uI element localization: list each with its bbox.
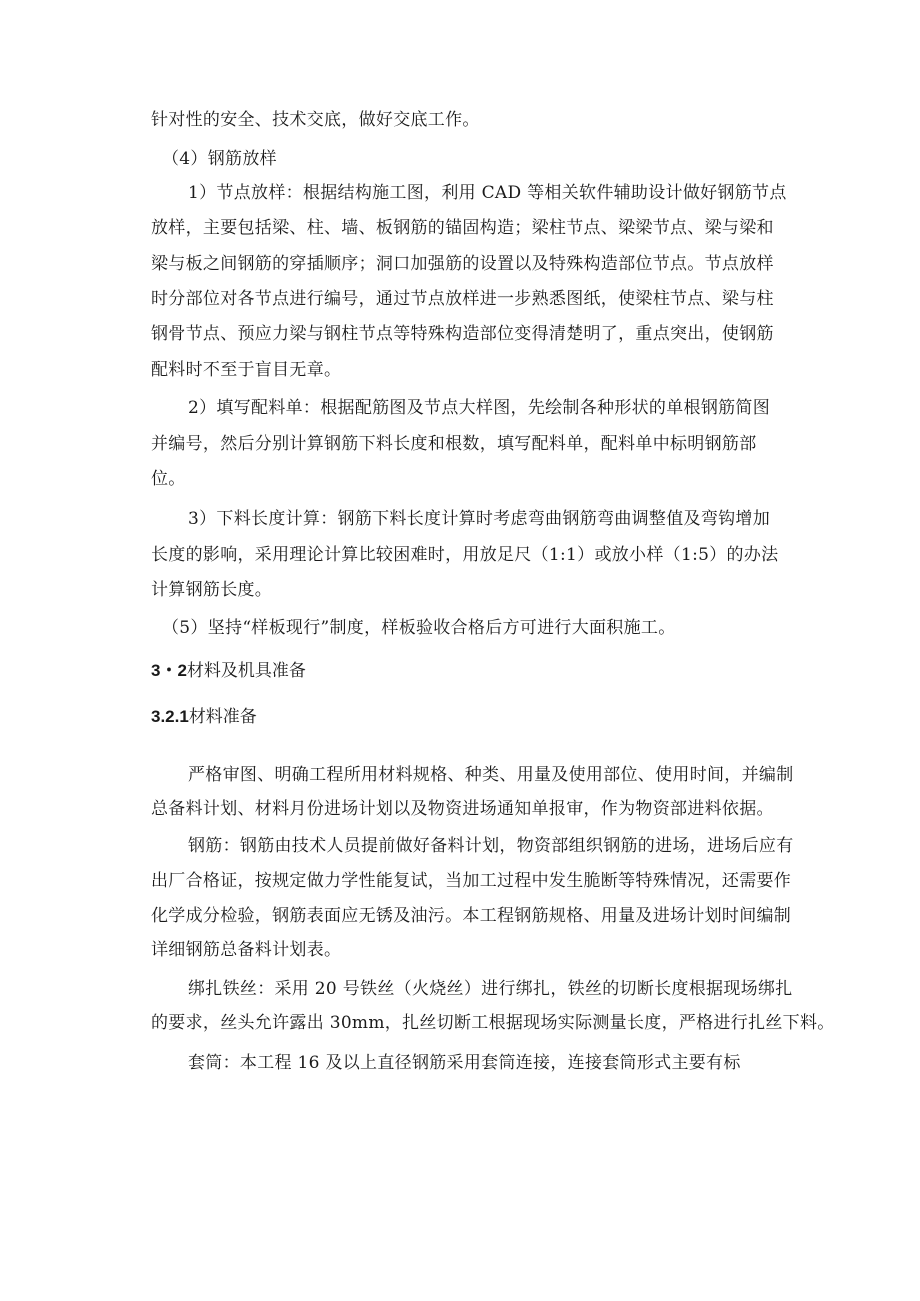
paragraph-line: 总备料计划、材料月份进场计划以及物资进场通知单报审，作为物资部进料依据。 — [151, 799, 774, 819]
paragraph-line: 2）填写配料单：根据配筋图及节点大样图，先绘制各种形状的单根钢筋简图 — [188, 398, 771, 418]
paragraph-line: 绑扎铁丝：采用 20 号铁丝（火烧丝）进行绑扎，铁丝的切断长度根据现场绑扎 — [188, 979, 793, 999]
paragraph-line: 计算钢筋长度。 — [151, 580, 273, 600]
paragraph-line: 时分部位对各节点进行编号，通过节点放样进一步熟悉图纸，使梁柱节点、梁与柱 — [151, 289, 774, 309]
paragraph-line: 1）节点放样：根据结构施工图，利用 CAD 等相关软件辅助设计做好钢筋节点 — [188, 183, 787, 203]
paragraph-line: 钢筋：钢筋由技术人员提前做好备料计划，物资部组织钢筋的进场，进场后应有 — [188, 836, 794, 856]
paragraph-line: 严格审图、明确工程所用材料规格、种类、用量及使用部位、使用时间，并编制 — [188, 765, 794, 785]
paragraph-line: 详细钢筋总备料计划表。 — [151, 940, 342, 960]
subsection-title: 材料准备 — [188, 707, 257, 726]
section-number: 3・2 — [151, 661, 187, 680]
subsection-number: 3.2.1 — [151, 707, 189, 726]
paragraph-line: 套筒：本工程 16 及以上直径钢筋采用套筒连接，连接套筒形式主要有标 — [188, 1053, 741, 1073]
paragraph-line: 位。 — [151, 469, 186, 489]
paragraph-line: 梁与板之间钢筋的穿插顺序；洞口加强筋的设置以及特殊构造部位节点。节点放样 — [151, 254, 774, 274]
section-heading — [151, 660, 306, 682]
list-item-heading: （5）坚持“样板现行”制度，样板验收合格后方可进行大面积施工。 — [162, 618, 676, 638]
paragraph-line: 化学成分检验，钢筋表面应无锈及油污。本工程钢筋规格、用量及进场计划时间编制 — [151, 906, 792, 926]
paragraph-line: 长度的影响，采用理论计算比较困难时，用放足尺（1:1）或放小样（1:5）的办法 — [151, 545, 779, 565]
paragraph-line: 3）下料长度计算：钢筋下料长度计算时考虑弯曲钢筋弯曲调整值及弯钩增加 — [188, 509, 771, 529]
section-title: 材料及机具准备 — [186, 661, 306, 680]
paragraph-line: 出厂合格证，按规定做力学性能复试，当加工过程中发生脆断等特殊情况，还需要作 — [151, 871, 792, 891]
paragraph-line: 放样，主要包括梁、柱、墙、板钢筋的锚固构造；梁柱节点、梁梁节点、梁与梁和 — [151, 218, 774, 238]
paragraph-line: 的要求，丝头允许露出 30mm，扎丝切断工根据现场实际测量长度，严格进行扎丝下料。 — [151, 1013, 835, 1033]
paragraph-line: 并编号，然后分别计算钢筋下料长度和根数，填写配料单，配料单中标明钢筋部 — [151, 434, 757, 454]
paragraph-line: 针对性的安全、技术交底，做好交底工作。 — [151, 110, 480, 130]
paragraph-line: 钢骨节点、预应力梁与钢柱节点等特殊构造部位变得清楚明了，重点突出，使钢筋 — [151, 324, 774, 344]
subsection-heading — [151, 706, 257, 728]
paragraph-line: 配料时不至于盲目无章。 — [151, 360, 342, 380]
list-item-heading: （4）钢筋放样 — [162, 149, 277, 169]
